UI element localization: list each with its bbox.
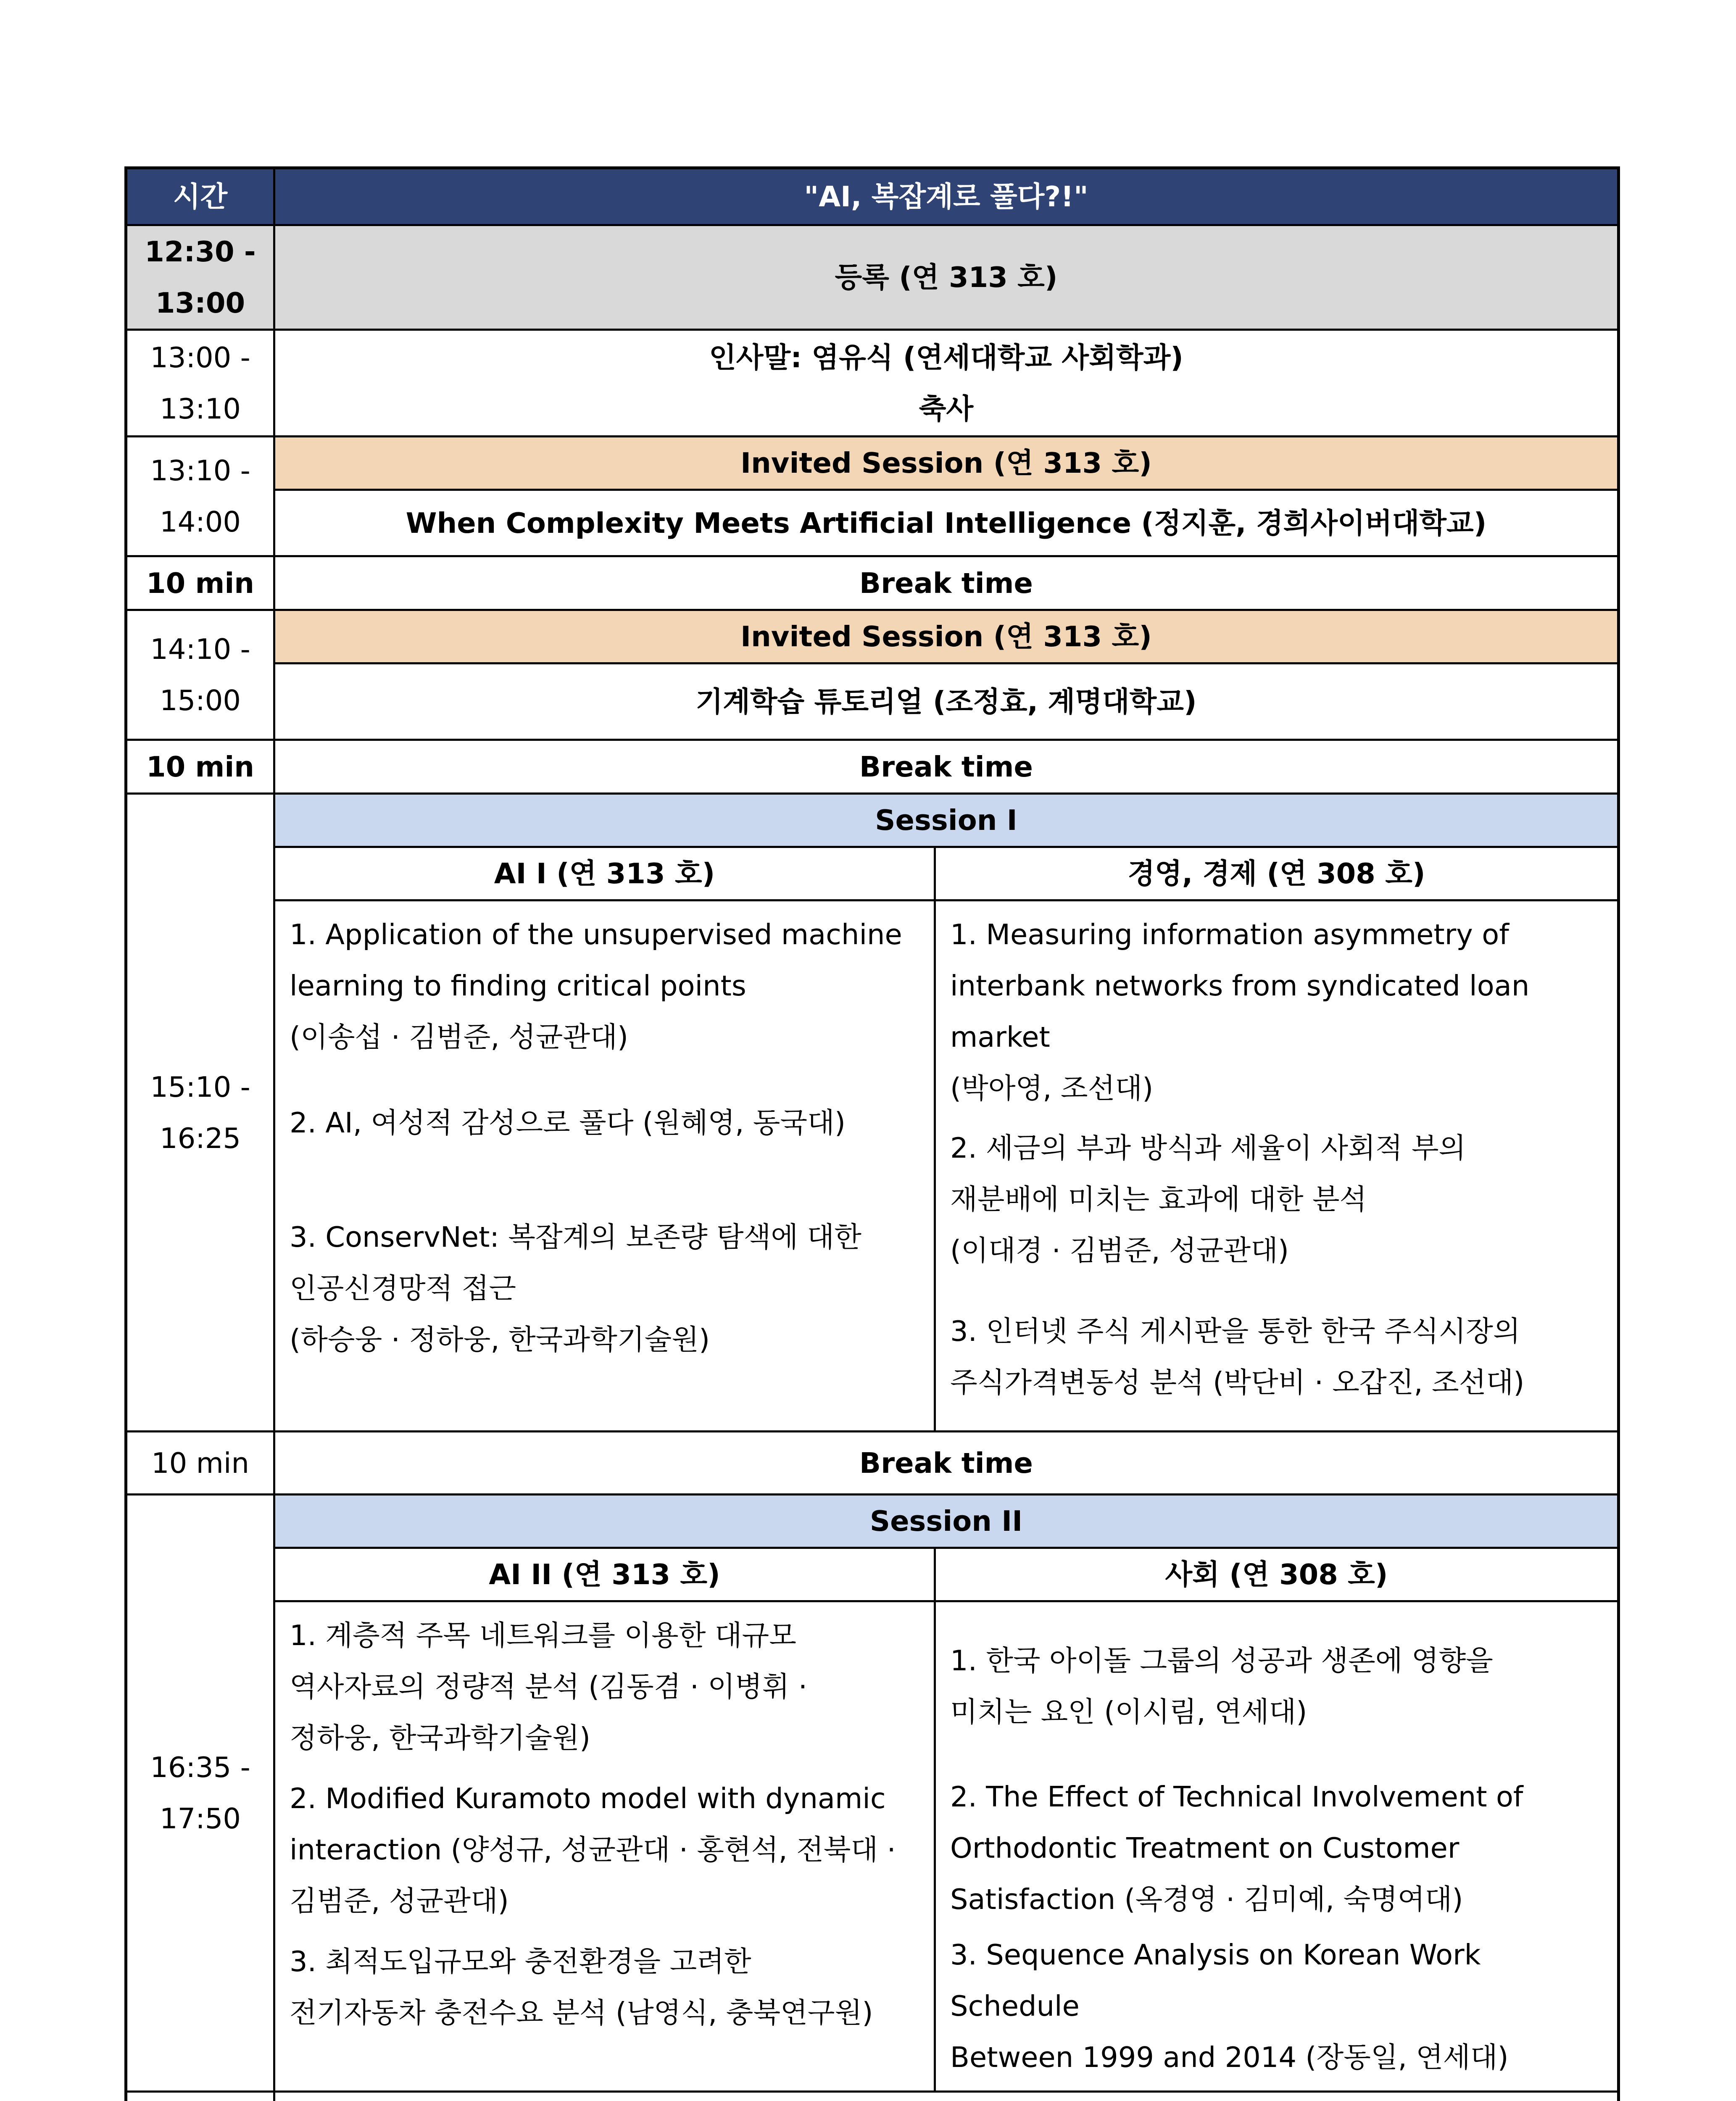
break-duration: 10 min xyxy=(126,740,274,794)
track-talks-ai xyxy=(274,1601,935,2092)
talk-item: 3. 인터넷 주식 게시판을 통한 한국 주식시장의 주식가격변동성 분석 (박단비 · 오갑진, 조선대) xyxy=(950,1315,1525,1399)
welcome-remarks: 인사말: 염유식 (연세대학교 사회학과) xyxy=(709,341,1183,374)
program-title: "AI, 복잡계로 풀다?!" xyxy=(274,168,1619,225)
session-1-label-row xyxy=(126,794,1619,847)
invited-session-label: Invited Session (연 313 호) xyxy=(274,437,1619,490)
time-cell: 14:10 - 15:00 xyxy=(126,610,274,740)
break-duration: 10 min xyxy=(126,556,274,610)
invited-session-1-label-row xyxy=(126,437,1619,490)
congratulatory-address: 축사 xyxy=(919,392,974,425)
track-talks-society xyxy=(935,1601,1619,2092)
talk-item: 2. Modified Kuramoto model with dynamic interaction (양성규, 성균관대 · 홍현석, 전북대 · 김범준, 성균관대) xyxy=(290,1782,896,1917)
invited-session-2-talk-row xyxy=(126,663,1619,740)
talk-item: 3. ConservNet: 복잡계의 보존량 탐색에 대한 인공신경망적 접근 (하승웅 · 정하웅, 한국과학기술원) xyxy=(290,1221,861,1356)
track-header-ai: AI I (연 313 호) xyxy=(274,847,935,900)
time-column-header: 시간 xyxy=(126,168,274,225)
session-2-track-header-row xyxy=(126,1548,1619,1601)
session-1-talks-row xyxy=(126,900,1619,1432)
track-header-ai: AI II (연 313 호) xyxy=(274,1548,935,1601)
invited-session-1-talk-row xyxy=(126,490,1619,556)
time-cell: 15:10 - 16:25 xyxy=(126,794,274,1432)
track-talks-ai xyxy=(274,900,935,1432)
talk-item: 3. 최적도입규모와 충전환경을 고려한 전기자동차 충전수요 분석 (남영식, 충북연구원) xyxy=(290,1945,873,2029)
time-cell: 13:00 - 13:10 xyxy=(126,330,274,437)
track-header-economics: 경영, 경제 (연 308 호) xyxy=(935,847,1619,900)
talk-item: 3. Sequence Analysis on Korean Work Schedule Between 1999 and 2014 (장동일, 연세대) xyxy=(950,1938,1509,2074)
time-cell: 13:10 - 14:00 xyxy=(126,437,274,556)
talk-item: 2. AI, 여성적 감성으로 풀다 (원혜영, 동국대) xyxy=(290,1106,846,1139)
talk-item: 1. Measuring information asymmetry of interbank networks from syndicated loan market (박아영, 조선대) xyxy=(950,918,1530,1105)
talk-item: 1. 한국 아이돌 그룹의 성공과 생존에 영향을 미치는 요인 (이시림, 연세대) xyxy=(950,1644,1493,1728)
session-label: Session II xyxy=(274,1495,1619,1548)
break-row xyxy=(126,1432,1619,1495)
registration-text: 등록 (연 313 호) xyxy=(274,225,1619,330)
break-text xyxy=(274,2092,1619,2101)
break-duration: 10 min xyxy=(126,1432,274,1495)
talk-item: 2. 세금의 부과 방식과 세율이 사회적 부의 재분배에 미치는 효과에 대한 분석 (이대경 · 김범준, 성균관대) xyxy=(950,1132,1466,1267)
break-row xyxy=(126,556,1619,610)
session-1-track-header-row xyxy=(126,847,1619,900)
break-row xyxy=(126,2092,1619,2101)
header-row xyxy=(126,168,1619,225)
registration-row xyxy=(126,225,1619,330)
break-text: Break time xyxy=(274,740,1619,794)
track-talks-economics xyxy=(935,900,1619,1432)
session-2-label-row xyxy=(126,1495,1619,1548)
track-header-society: 사회 (연 308 호) xyxy=(935,1548,1619,1601)
talk-item: 1. 계층적 주목 네트워크를 이용한 대규모 역사자료의 정량적 분석 (김동겸 · 이병휘 · 정하웅, 한국과학기술원) xyxy=(290,1619,808,1754)
session-label: Session I xyxy=(274,794,1619,847)
invited-session-label: Invited Session (연 313 호) xyxy=(274,610,1619,663)
talk-item: 2. The Effect of Technical Involvement of Orthodontic Treatment on Customer Satisfaction (옥경영 · 김미예, 숙명여대) xyxy=(950,1780,1523,1916)
break-text: Break time xyxy=(274,1432,1619,1495)
break-duration xyxy=(126,2092,274,2101)
invited-talk: When Complexity Meets Artificial Intelligence (정지훈, 경희사이버대학교) xyxy=(274,490,1619,556)
opening-row xyxy=(126,330,1619,437)
invited-session-2-label-row xyxy=(126,610,1619,663)
talk-item: 1. Application of the unsupervised machine learning to finding critical points (이송섭 · 김범준, 성균관대) xyxy=(290,918,902,1053)
invited-talk: 기계학습 튜토리얼 (조정효, 계명대학교) xyxy=(274,663,1619,740)
opening-cell xyxy=(274,330,1619,437)
schedule-table xyxy=(124,166,1620,2101)
break-row xyxy=(126,740,1619,794)
break-text: Break time xyxy=(274,556,1619,610)
time-cell: 12:30 - 13:00 xyxy=(126,225,274,330)
session-2-talks-row xyxy=(126,1601,1619,2092)
time-cell: 16:35 - 17:50 xyxy=(126,1495,274,2092)
